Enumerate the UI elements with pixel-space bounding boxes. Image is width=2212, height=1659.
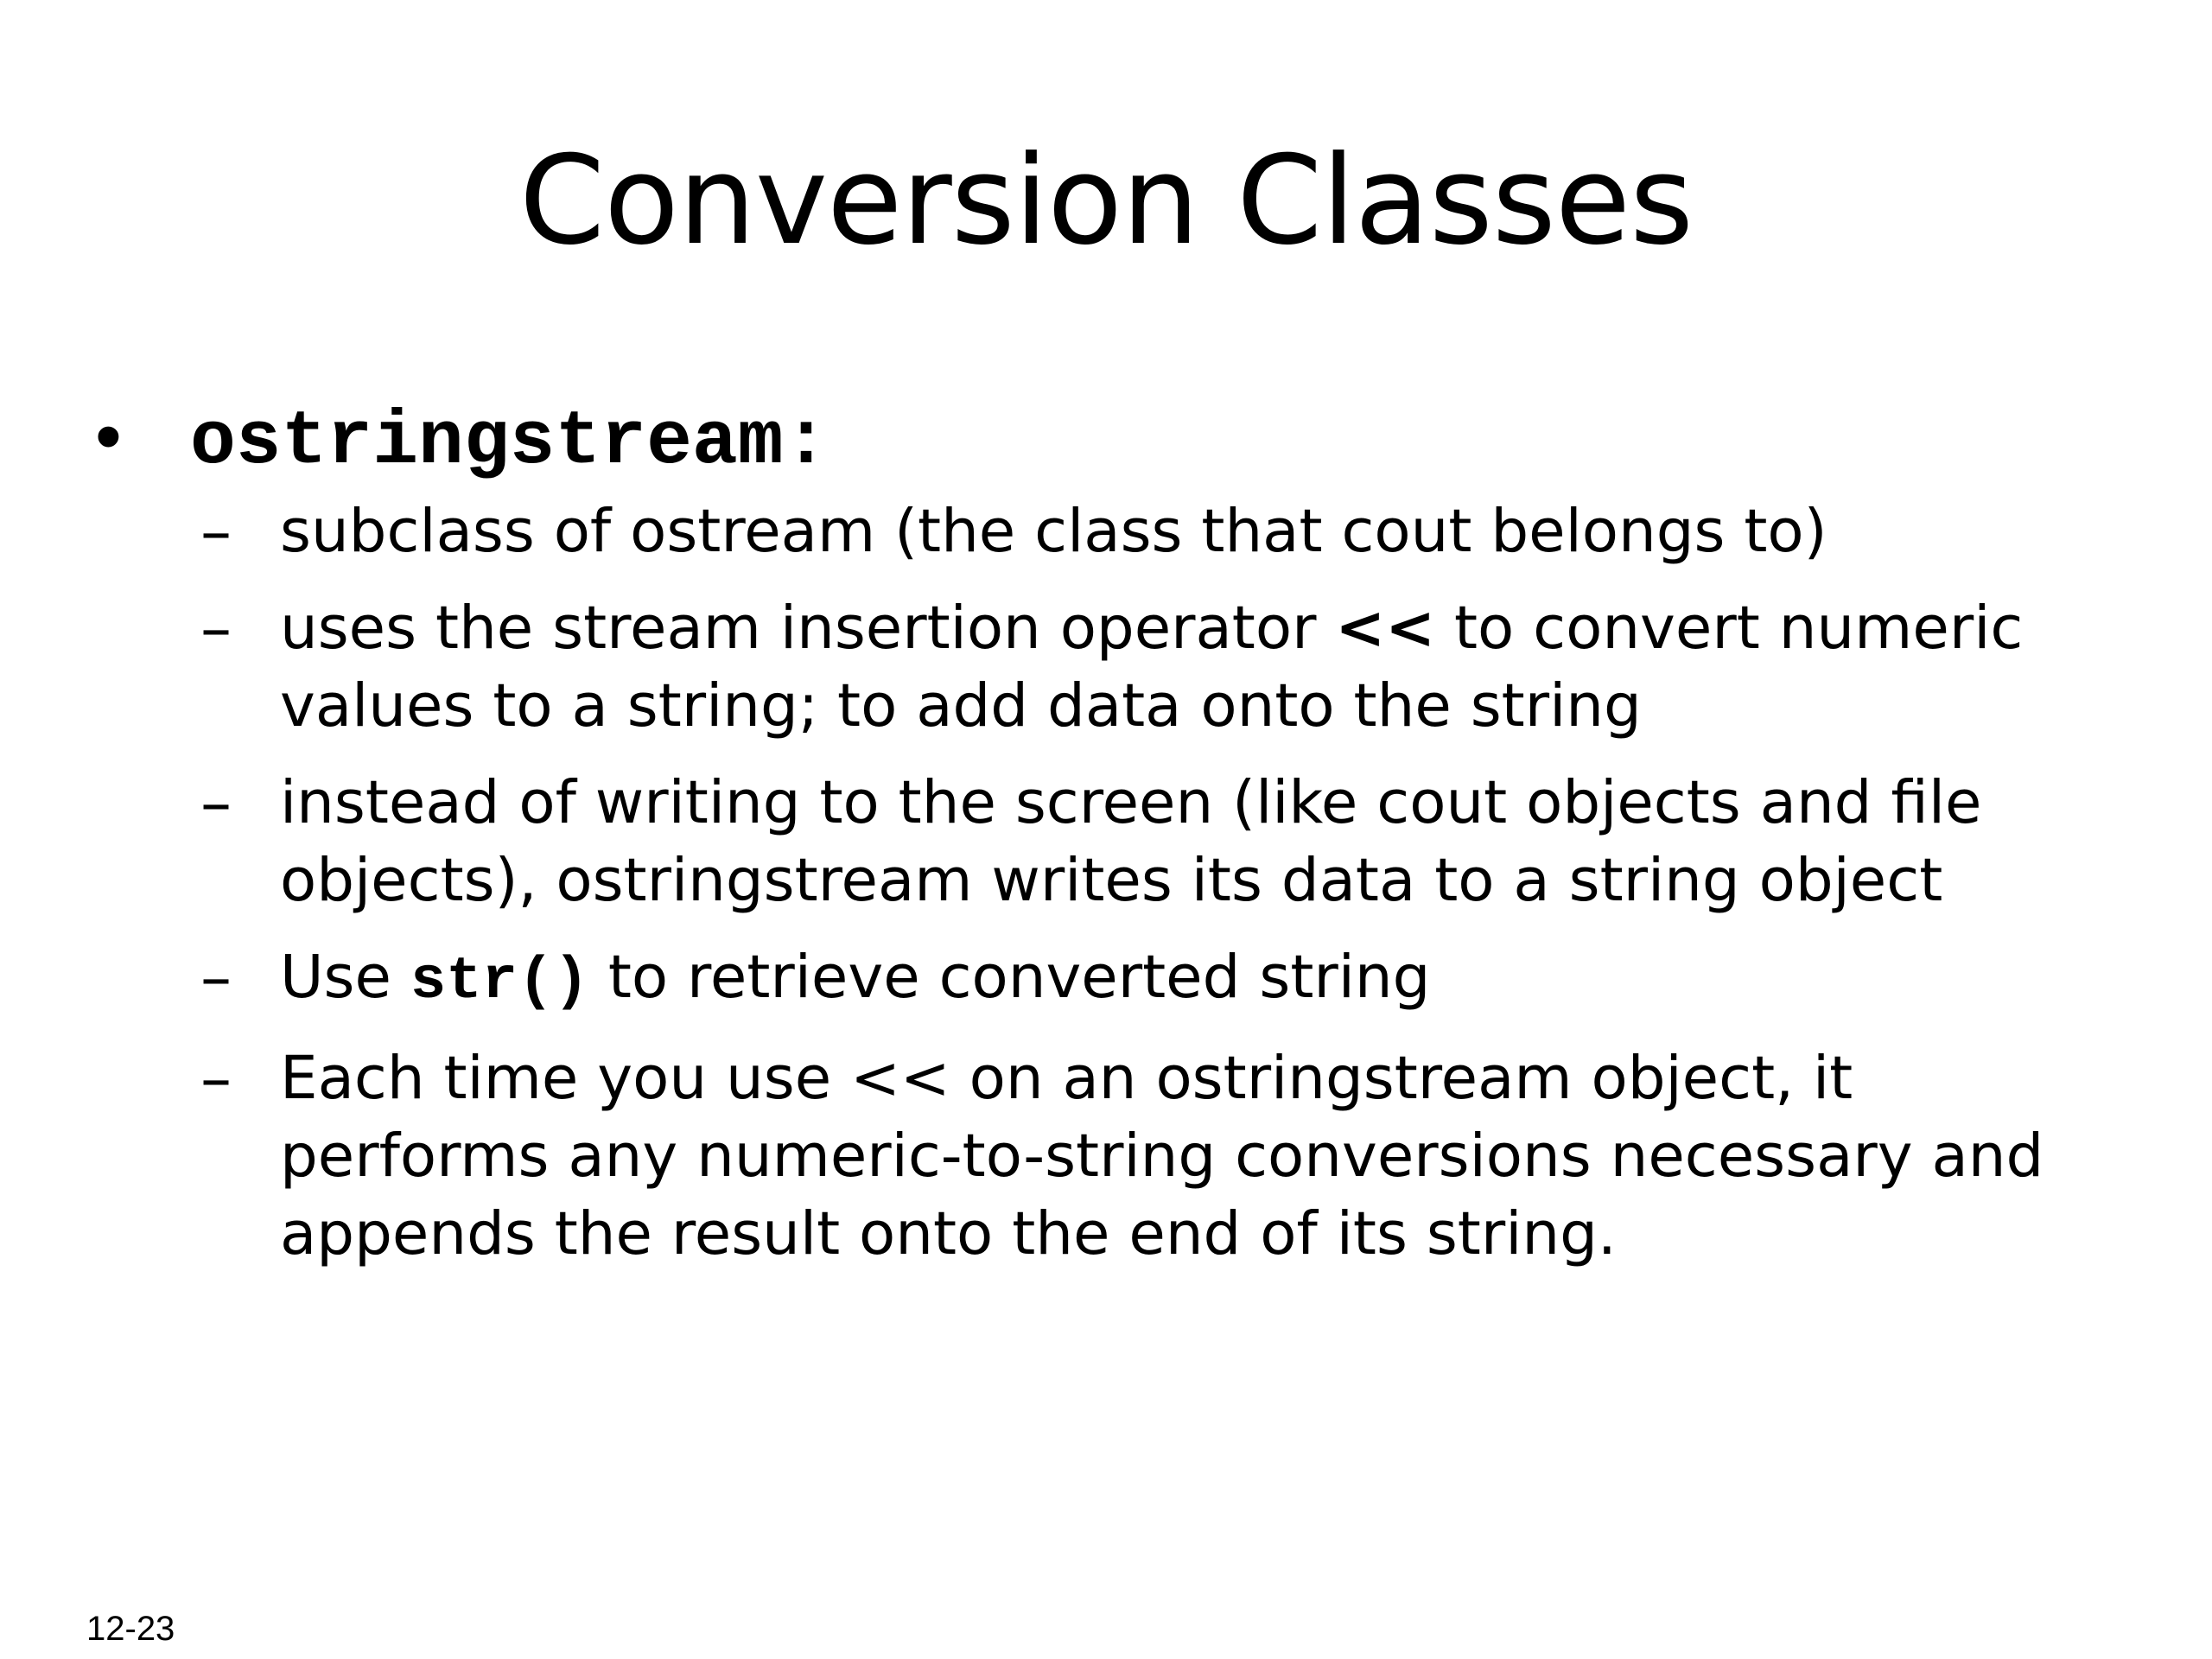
sub-bullet-dash: – xyxy=(200,1042,232,1115)
sub-bullet-text: instead of writing to the screen (like cout objects and file objects), ostringstream writes its data to a string object xyxy=(280,768,1982,915)
sub-bullet-text xyxy=(280,938,2060,1020)
sub-bullet-dash: – xyxy=(200,941,232,1014)
bullet-marker: • xyxy=(95,393,122,479)
sub-bullet-list xyxy=(86,493,2126,1273)
sub-bullet-append-behavior xyxy=(200,1039,2126,1273)
sub-bullet-text: subclass of ostream (the class that cout belongs to) xyxy=(280,497,1827,566)
sub-bullet-text-pre: uses the stream insertion operator xyxy=(280,594,1336,663)
page-number: 12-23 xyxy=(86,1610,175,1648)
str-method-code: str() xyxy=(410,948,589,1015)
sub-bullet-text xyxy=(280,589,2060,745)
sub-bullet-subclass xyxy=(200,493,2126,570)
sub-bullet-text-pre: Use xyxy=(280,943,410,1012)
sub-bullet-text-post: to retrieve converted string xyxy=(588,943,1431,1012)
sub-bullet-dash: – xyxy=(200,592,232,664)
sub-bullet-text-post: to convert numeric values to a string; to add data onto the string xyxy=(280,594,2024,741)
sub-bullet-text: Each time you use << on an ostringstream object, it performs any numeric-to-string conversions necessary and appends the result onto the end of its string. xyxy=(280,1044,2044,1268)
bullet-label: ostringstream: xyxy=(190,400,830,486)
sub-bullet-dash: – xyxy=(200,766,232,839)
slide-content xyxy=(86,380,2126,1273)
insertion-operator-code: << xyxy=(1335,594,1436,663)
sub-bullet-writes-to-string xyxy=(200,764,2126,919)
sub-bullet-insertion-operator xyxy=(200,589,2126,745)
bullet-ostringstream xyxy=(86,380,2126,493)
slide-title: Conversion Classes xyxy=(518,130,1694,272)
sub-bullet-dash: – xyxy=(200,495,232,568)
sub-bullet-str-method xyxy=(200,938,2126,1020)
